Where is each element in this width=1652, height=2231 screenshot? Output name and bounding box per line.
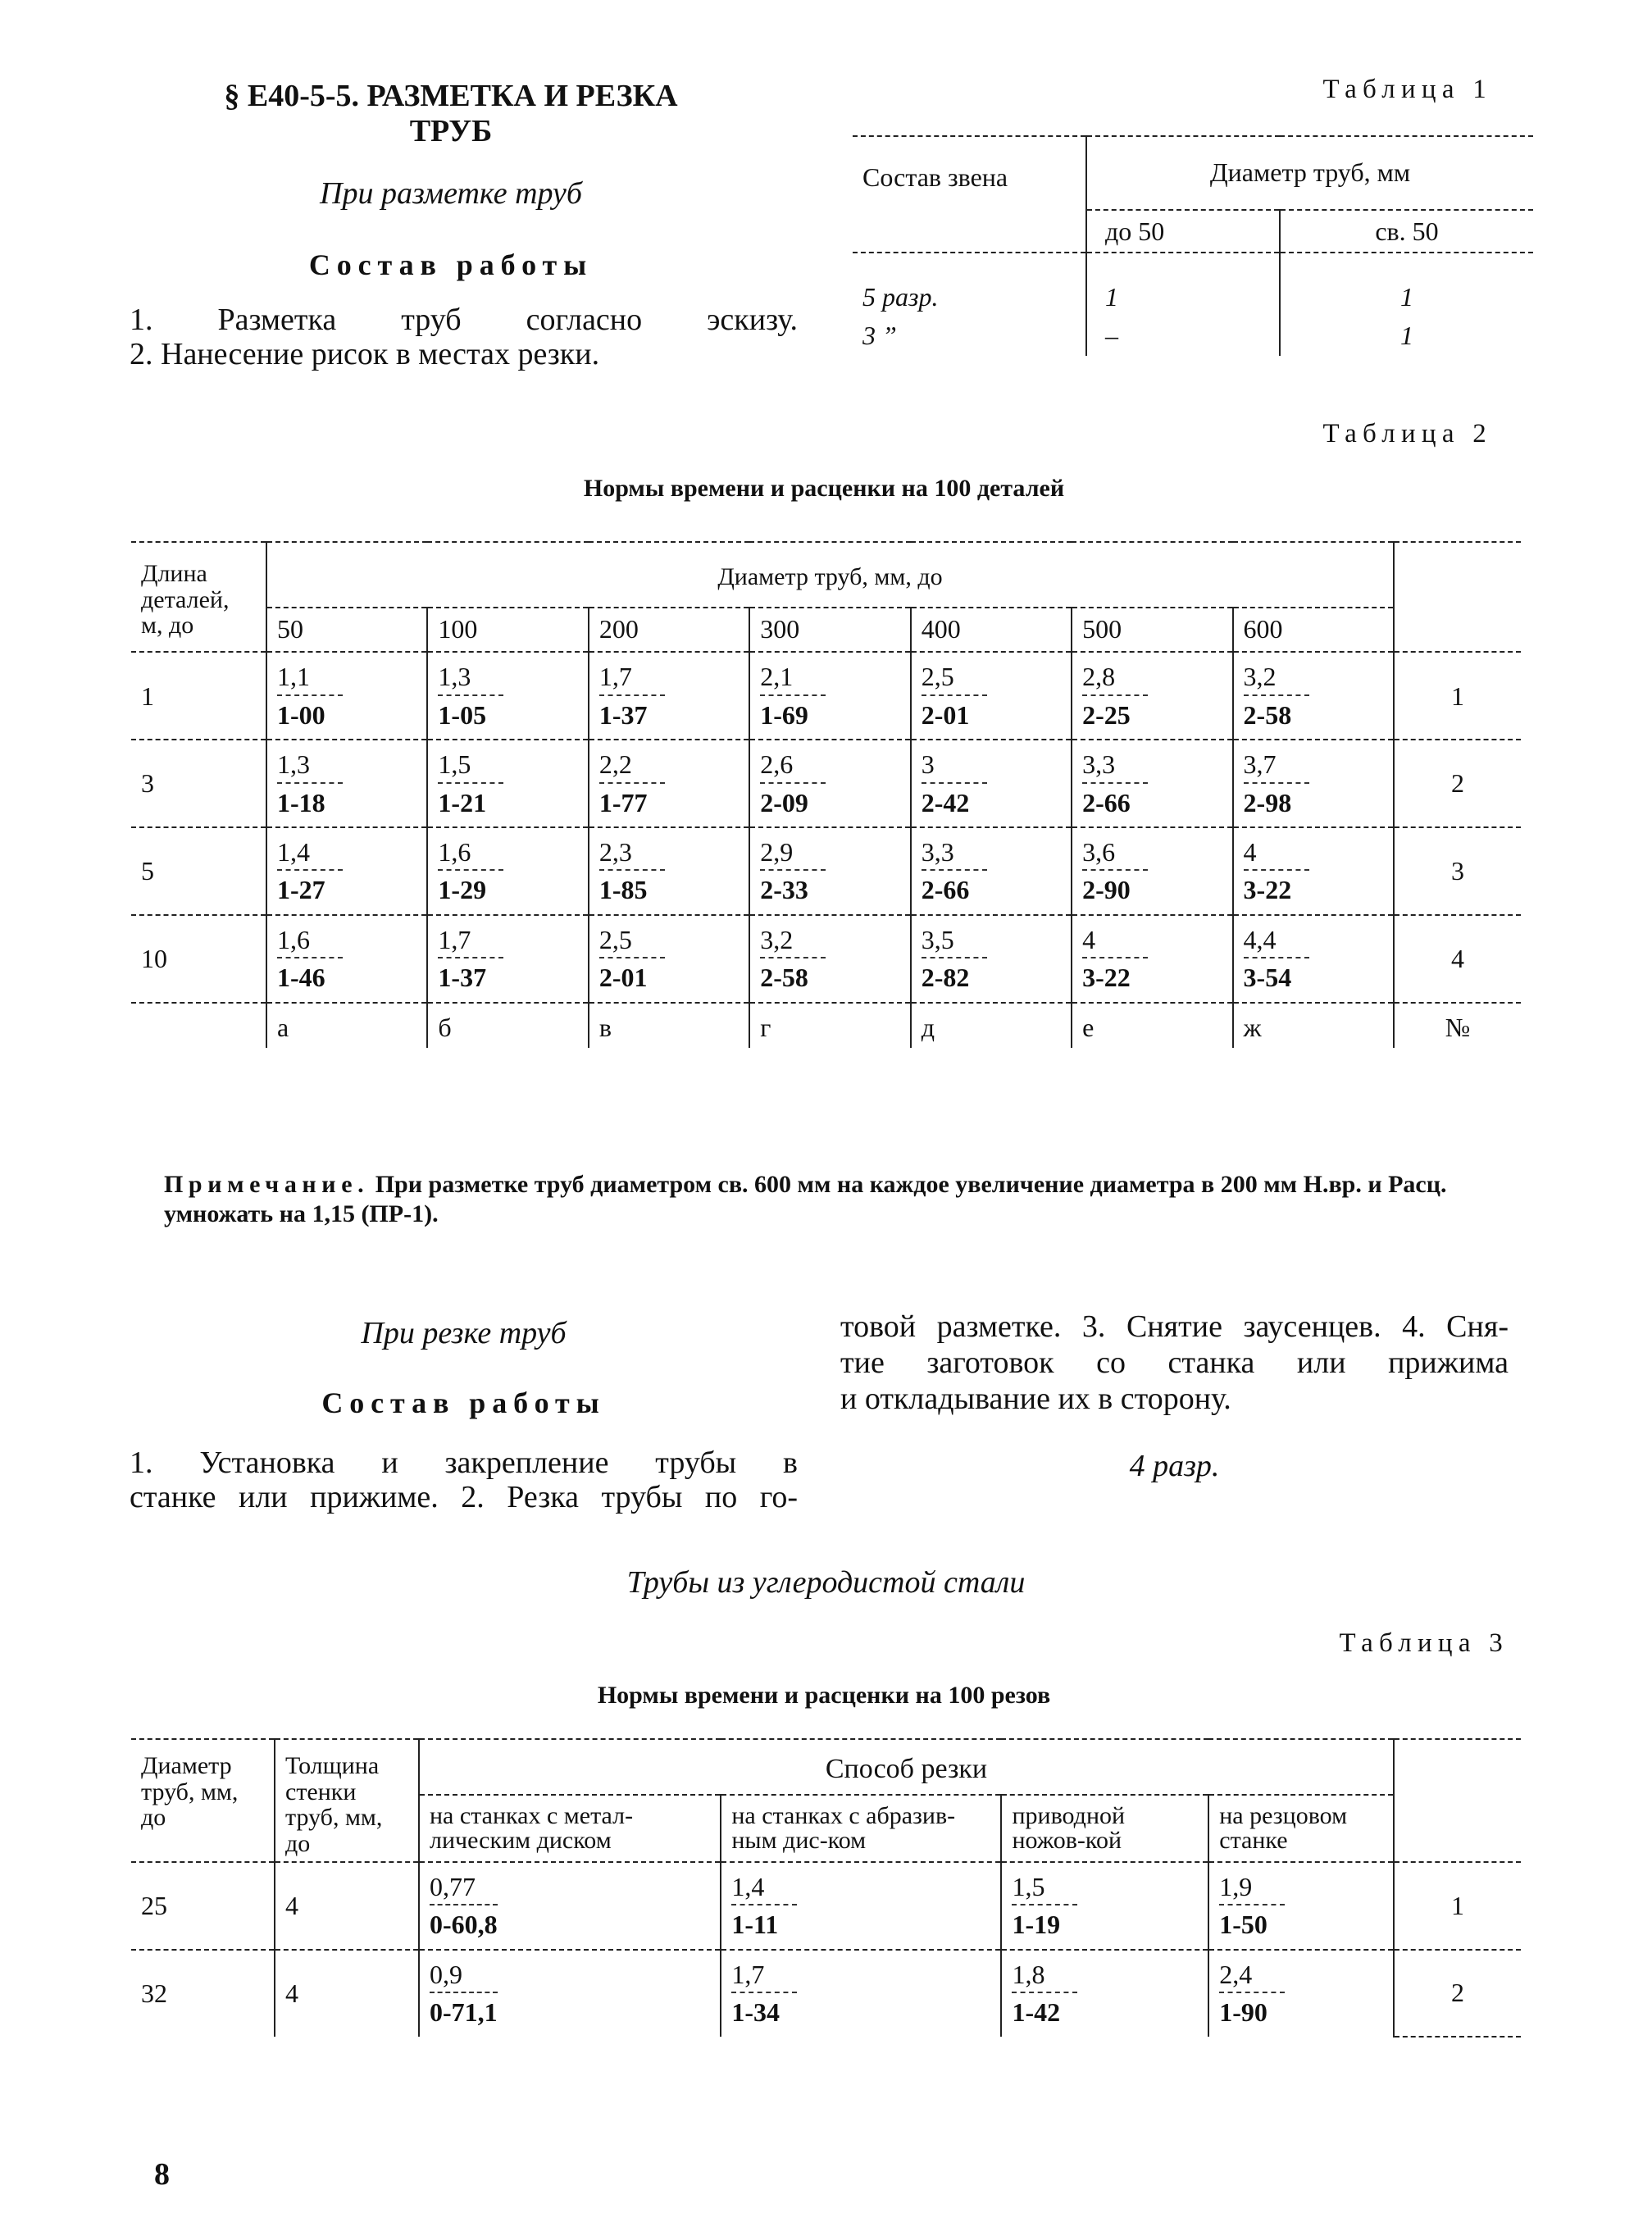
price-rate: 2-82 <box>921 963 970 993</box>
cutting-grade: 4 разр. <box>1129 1449 1220 1483</box>
price-rate: 2-42 <box>921 787 970 817</box>
price-rate: 2-90 <box>1082 875 1131 905</box>
rate-cell <box>589 915 749 1003</box>
price-rate: 1-90 <box>1219 1997 1267 2028</box>
table3-method-header: на резцовом станке <box>1208 1795 1394 1862</box>
cutting-subtitle: При резке труб <box>361 1316 567 1350</box>
table2-col-letter: в <box>589 1003 749 1048</box>
time-norm: 3,7 <box>1244 749 1309 783</box>
steel-subtitle: Трубы из углеродистой стали <box>626 1565 1026 1600</box>
rate-fraction <box>438 924 503 994</box>
cutting-work-heading: Состав работы <box>321 1386 606 1419</box>
table2 <box>131 541 1521 1048</box>
time-norm: 4 <box>1082 924 1148 958</box>
rate-fraction <box>760 661 826 731</box>
table3-row-number: 1 <box>1394 1862 1521 1950</box>
cutting-right-line-2: тие заготовок со станка или прижима <box>840 1345 1509 1380</box>
table3-col-diam: Диаметр труб, мм, до <box>131 1739 275 1862</box>
time-norm: 1,5 <box>438 749 503 783</box>
table2-row-number: 2 <box>1394 740 1521 827</box>
table2-row-number: 4 <box>1394 915 1521 1003</box>
table2-col-header: 200 <box>589 608 749 652</box>
table3-row-wall: 4 <box>275 1862 419 1950</box>
rate-fraction <box>277 661 343 731</box>
price-rate: 3-22 <box>1243 875 1292 905</box>
time-norm: 3,3 <box>1082 749 1148 783</box>
cutting-right-line-3: и откладывание их в сторону. <box>840 1382 1231 1416</box>
time-norm: 2,5 <box>922 661 987 695</box>
rate-fraction <box>438 661 503 731</box>
rate-fraction <box>1244 749 1309 818</box>
time-norm: 1,8 <box>1012 1959 1077 1993</box>
rate-cell <box>1001 1862 1208 1950</box>
rate-cell <box>1233 652 1394 740</box>
time-norm: 0,77 <box>430 1871 498 1905</box>
rate-fraction <box>1244 924 1309 994</box>
marking-work-line-1: 1. Разметка труб согласно эскизу. <box>130 303 798 337</box>
time-norm: 3,6 <box>1082 836 1148 871</box>
rate-cell <box>589 740 749 827</box>
price-rate: 2-01 <box>921 699 970 730</box>
time-norm: 2,6 <box>760 749 826 783</box>
price-rate: 2-01 <box>598 963 648 993</box>
table3-row-number: 2 <box>1394 1950 1521 2037</box>
price-rate: 1-85 <box>598 875 648 905</box>
rate-cell <box>427 915 588 1003</box>
rate-cell <box>1208 1950 1394 2037</box>
rate-fraction <box>1244 836 1309 906</box>
rate-fraction <box>599 924 665 994</box>
table1-row-a: – <box>1086 318 1280 356</box>
price-rate: 1-37 <box>438 963 487 993</box>
time-norm: 2,3 <box>599 836 665 871</box>
rate-cell <box>911 827 1072 915</box>
rate-fraction <box>760 749 826 818</box>
rate-cell <box>1072 740 1232 827</box>
table2-caption: Нормы времени и расценки на 100 деталей <box>583 475 1065 502</box>
price-rate: 1-29 <box>438 875 487 905</box>
marking-work-heading: Состав работы <box>308 248 594 281</box>
price-rate: 1-42 <box>1012 1997 1061 2028</box>
table-row <box>131 1950 1521 2037</box>
rate-cell <box>749 915 910 1003</box>
table2-col-header: 50 <box>266 608 427 652</box>
rate-fraction <box>1244 661 1309 731</box>
table2-col-header: 300 <box>749 608 910 652</box>
time-norm: 2,8 <box>1082 661 1148 695</box>
table2-num-sign: № <box>1394 1003 1521 1048</box>
price-rate: 2-25 <box>1082 699 1131 730</box>
table2-num-col-head <box>1394 542 1521 652</box>
table1-label: Таблица 1 <box>1322 75 1492 104</box>
time-norm: 3,5 <box>922 924 987 958</box>
price-rate: 1-19 <box>1012 1910 1061 1940</box>
time-norm: 1,7 <box>731 1959 797 1993</box>
rate-cell <box>1233 915 1394 1003</box>
note <box>164 1170 1525 1229</box>
table1-col-crew: Состав звена <box>853 136 1086 253</box>
rate-cell <box>266 827 427 915</box>
table2-row-length: 1 <box>131 652 266 740</box>
rate-cell <box>749 740 910 827</box>
table3-row-diam: 25 <box>131 1862 275 1950</box>
time-norm: 2,9 <box>760 836 826 871</box>
table1-row-b: 1 <box>1280 253 1533 317</box>
table-row <box>131 740 1521 827</box>
time-norm: 2,2 <box>599 749 665 783</box>
table3-row-wall: 4 <box>275 1950 419 2037</box>
table2-row-number: 3 <box>1394 827 1521 915</box>
price-rate: 1-18 <box>277 787 325 817</box>
rate-cell <box>589 652 749 740</box>
rate-fraction <box>760 924 826 994</box>
section-title-line-2: ТРУБ <box>409 113 493 148</box>
price-rate: 2-66 <box>1082 787 1131 817</box>
page-number: 8 <box>154 2157 170 2192</box>
table2-row-number: 1 <box>1394 652 1521 740</box>
price-rate: 1-50 <box>1219 1910 1267 1940</box>
price-rate: 2-66 <box>921 875 970 905</box>
marking-work-line-2: 2. Нанесение рисок в местах резки. <box>130 337 600 371</box>
time-norm: 1,6 <box>277 924 343 958</box>
table2-col-letter: ж <box>1233 1003 1394 1048</box>
price-rate: 0-71,1 <box>430 1997 498 2028</box>
rate-cell <box>1072 827 1232 915</box>
price-rate: 2-58 <box>760 963 808 993</box>
price-rate: 1-77 <box>598 787 648 817</box>
table-row <box>131 827 1521 915</box>
price-rate: 1-69 <box>760 699 808 730</box>
rate-cell <box>1208 1862 1394 1950</box>
rate-fraction <box>1219 1871 1285 1941</box>
price-rate: 2-33 <box>760 875 808 905</box>
price-rate: 2-58 <box>1243 699 1292 730</box>
rate-cell <box>427 740 588 827</box>
rate-cell <box>266 652 427 740</box>
time-norm: 1,4 <box>277 836 343 871</box>
rate-fraction <box>922 661 987 731</box>
rate-fraction <box>922 924 987 994</box>
time-norm: 2,4 <box>1219 1959 1285 1993</box>
time-norm: 1,7 <box>438 924 503 958</box>
table-row <box>131 1862 1521 1950</box>
rate-fraction <box>1082 924 1148 994</box>
table1-row-crew: 3 ” <box>862 320 897 350</box>
rate-fraction <box>438 749 503 818</box>
table2-rowhead: Длина деталей, м, до <box>131 542 266 652</box>
time-norm: 1,6 <box>438 836 503 871</box>
price-rate: 3-54 <box>1243 963 1292 993</box>
rate-cell <box>1001 1950 1208 2037</box>
rate-cell <box>1233 827 1394 915</box>
rate-fraction <box>1082 836 1148 906</box>
table3-num-col-head <box>1394 1739 1521 1862</box>
rate-cell <box>721 1862 1001 1950</box>
rate-cell <box>1072 652 1232 740</box>
table1-row-crew: 5 разр. <box>853 253 1086 317</box>
rate-fraction <box>438 836 503 906</box>
table3-row-diam: 32 <box>131 1950 275 2037</box>
rate-fraction <box>731 1871 797 1941</box>
table2-row-length: 5 <box>131 827 266 915</box>
time-norm: 1,1 <box>277 661 343 695</box>
section-title-line-1: § Е40-5-5. РАЗМЕТКА И РЕЗКА <box>224 79 678 113</box>
time-norm: 1,3 <box>438 661 503 695</box>
rate-cell <box>589 827 749 915</box>
section-title <box>189 79 713 148</box>
rate-cell <box>266 915 427 1003</box>
rate-cell <box>911 740 1072 827</box>
time-norm: 4 <box>1244 836 1309 871</box>
rate-cell <box>749 827 910 915</box>
time-norm: 1,5 <box>1012 1871 1077 1905</box>
time-norm: 0,9 <box>430 1959 498 1993</box>
rate-fraction <box>277 924 343 994</box>
table2-colgroup: Диаметр труб, мм, до <box>266 542 1394 608</box>
rate-cell <box>1072 915 1232 1003</box>
table3-label: Таблица 3 <box>1339 1628 1509 1658</box>
time-norm: 4,4 <box>1244 924 1309 958</box>
time-norm: 3,2 <box>1244 661 1309 695</box>
time-norm: 1,4 <box>731 1871 797 1905</box>
table2-col-letter: д <box>911 1003 1072 1048</box>
table3-method-header: на станках с абразив-ным дис-ком <box>721 1795 1001 1862</box>
time-norm: 3 <box>922 749 987 783</box>
rate-fraction <box>922 749 987 818</box>
price-rate: 1-21 <box>438 787 487 817</box>
price-rate: 3-22 <box>1082 963 1131 993</box>
time-norm: 1,7 <box>599 661 665 695</box>
price-rate: 1-27 <box>277 875 325 905</box>
rate-cell <box>911 915 1072 1003</box>
price-rate: 0-60,8 <box>430 1910 498 1940</box>
cutting-left-line-2: станке или прижиме. 2. Резка трубы по го- <box>130 1480 798 1514</box>
table1-sub-a: до 50 <box>1086 210 1280 253</box>
price-rate: 2-98 <box>1243 787 1292 817</box>
table2-row-length: 10 <box>131 915 266 1003</box>
price-rate: 1-05 <box>438 699 487 730</box>
time-norm: 1,9 <box>1219 1871 1285 1905</box>
rate-fraction <box>922 836 987 906</box>
cutting-right-line-1: товой разметке. 3. Снятие заусенцев. 4. Сня- <box>840 1309 1509 1344</box>
rate-fraction <box>599 836 665 906</box>
table-row <box>131 652 1521 740</box>
time-norm: 1,3 <box>277 749 343 783</box>
rate-fraction <box>1012 1959 1077 2028</box>
time-norm: 3,3 <box>922 836 987 871</box>
rate-fraction <box>430 1959 498 2028</box>
table3-method-header: на станках с метал-лическим диском <box>419 1795 721 1862</box>
table2-col-letter: г <box>749 1003 910 1048</box>
table2-col-letter: а <box>266 1003 427 1048</box>
rate-cell <box>419 1862 721 1950</box>
price-rate: 1-00 <box>277 699 325 730</box>
rate-fraction <box>277 749 343 818</box>
price-rate: 1-37 <box>598 699 648 730</box>
note-prefix: Примечание. <box>164 1171 370 1198</box>
table2-row-length: 3 <box>131 740 266 827</box>
table2-label: Таблица 2 <box>1322 419 1492 448</box>
table2-col-header: 400 <box>911 608 1072 652</box>
table3-method-header: приводной ножов-кой <box>1001 1795 1208 1862</box>
rate-fraction <box>731 1959 797 2028</box>
table-row <box>131 915 1521 1003</box>
cutting-left-line-1: 1. Установка и закрепление трубы в <box>130 1446 798 1480</box>
rate-cell <box>427 652 588 740</box>
rate-fraction <box>430 1871 498 1941</box>
rate-fraction <box>1082 749 1148 818</box>
rate-cell <box>911 652 1072 740</box>
table1 <box>853 135 1533 356</box>
rate-fraction <box>599 661 665 731</box>
table3-caption: Нормы времени и расценки на 100 резов <box>597 1682 1051 1709</box>
table1-row-b: 1 <box>1280 318 1533 356</box>
rate-cell <box>749 652 910 740</box>
rate-fraction <box>599 749 665 818</box>
table3-colgroup: Способ резки <box>419 1739 1394 1795</box>
table2-col-header: 600 <box>1233 608 1394 652</box>
price-rate: 1-46 <box>277 963 325 993</box>
price-rate: 1-34 <box>731 1997 780 2028</box>
rate-fraction <box>760 836 826 906</box>
time-norm: 2,5 <box>599 924 665 958</box>
rate-cell <box>419 1950 721 2037</box>
price-rate: 2-09 <box>760 787 808 817</box>
table1-sub-b: св. 50 <box>1280 210 1533 253</box>
table3-col-wall: Толщина стенки труб, мм, до <box>275 1739 419 1862</box>
note-text: При разметке труб диаметром св. 600 мм на каждое увеличение диаметра в 200 мм Н.вр. и Расц. умножать на 1,15 (ПР-1). <box>164 1171 1447 1227</box>
rate-fraction <box>1219 1959 1285 2028</box>
table2-col-letter: е <box>1072 1003 1232 1048</box>
table1-row-a: 1 <box>1086 253 1280 317</box>
rate-cell <box>266 740 427 827</box>
time-norm: 3,2 <box>760 924 826 958</box>
marking-subtitle: При разметке труб <box>320 176 582 211</box>
table2-letters-spacer <box>131 1003 266 1048</box>
table2-col-header: 100 <box>427 608 588 652</box>
table2-col-letter: б <box>427 1003 588 1048</box>
table2-col-header: 500 <box>1072 608 1232 652</box>
rate-cell <box>427 827 588 915</box>
price-rate: 1-11 <box>731 1910 779 1940</box>
rate-cell <box>1233 740 1394 827</box>
rate-fraction <box>1012 1871 1077 1941</box>
rate-fraction <box>277 836 343 906</box>
rate-fraction <box>1082 661 1148 731</box>
table1-col-diam: Диаметр труб, мм <box>1086 136 1533 210</box>
time-norm: 2,1 <box>760 661 826 695</box>
table3 <box>131 1738 1521 2037</box>
rate-cell <box>721 1950 1001 2037</box>
